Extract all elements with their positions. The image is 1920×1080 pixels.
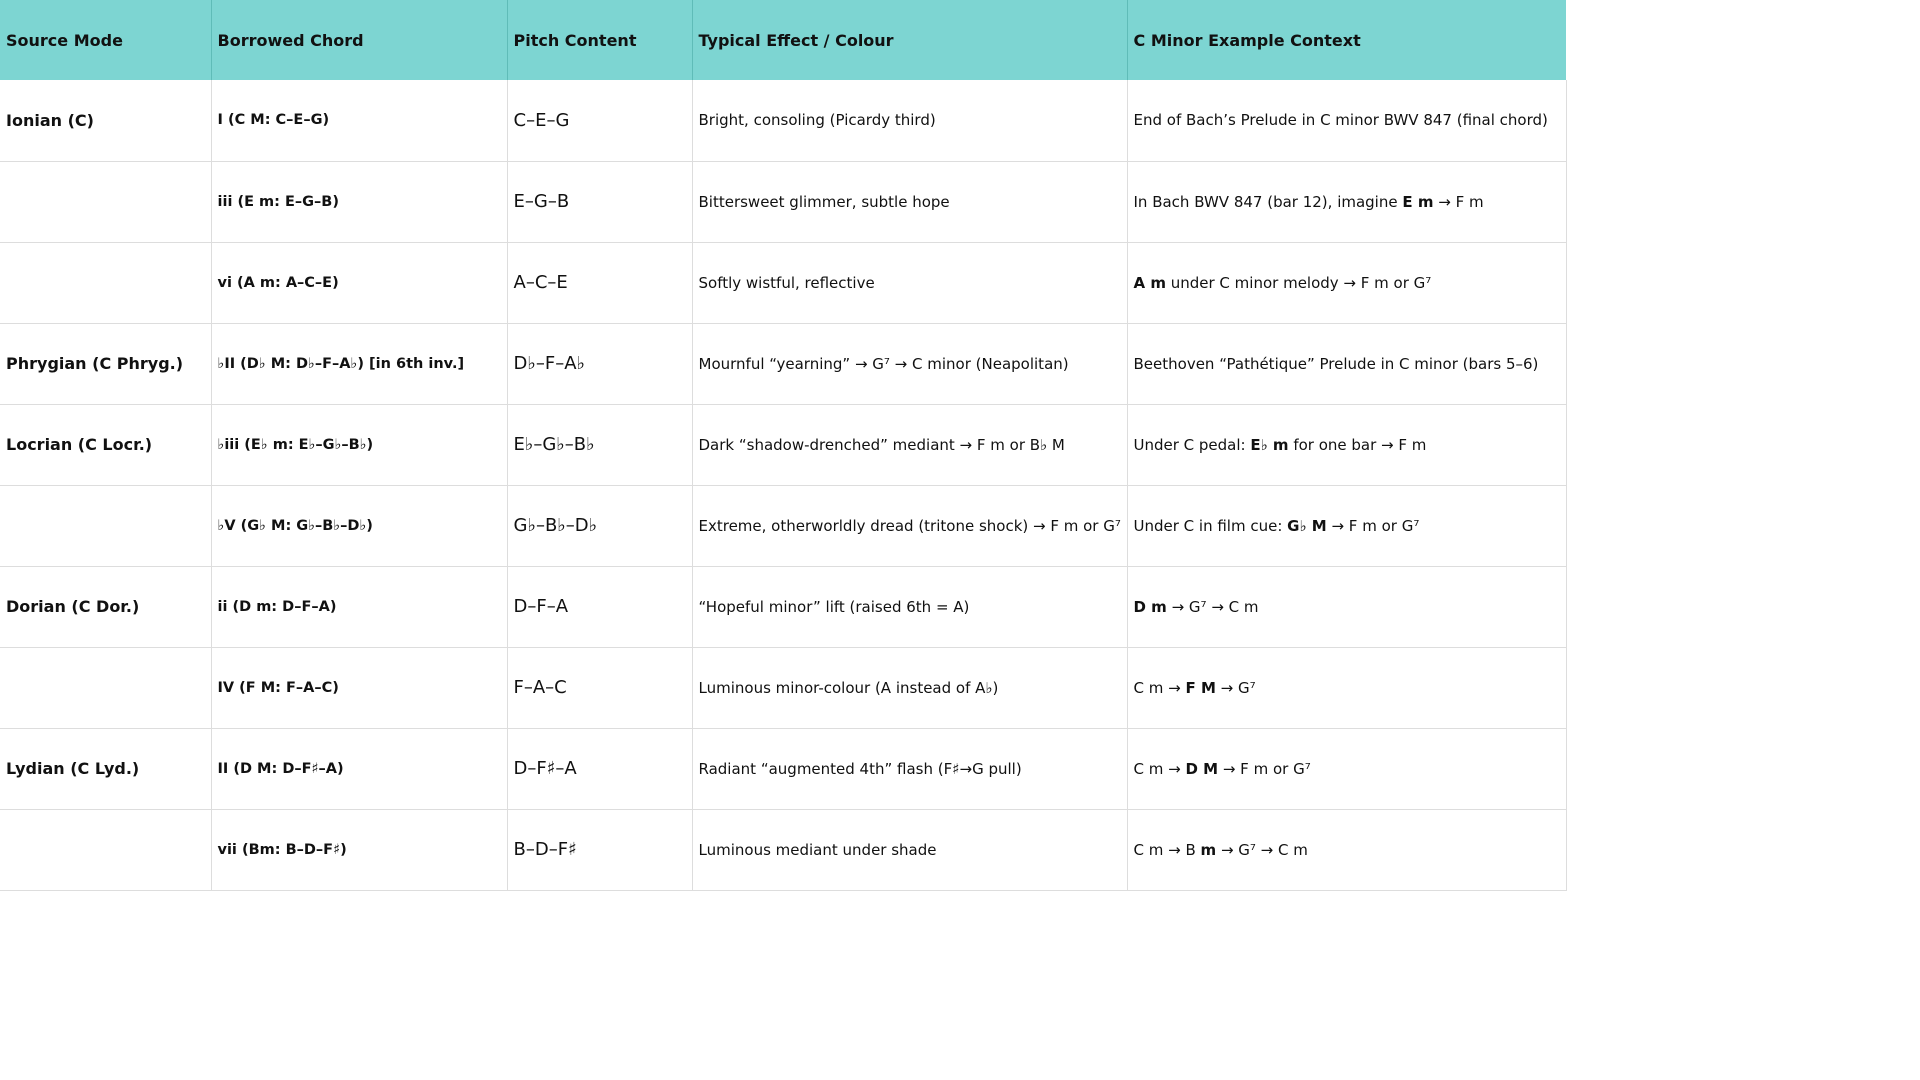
cell-borrowed-chord: ♭iii (E♭ m: E♭–G♭–B♭) (211, 404, 507, 485)
context-text: C m → B (1133, 840, 1201, 859)
table-row (0, 809, 1566, 890)
cell-typical-effect: Bittersweet glimmer, subtle hope (692, 161, 1127, 242)
context-continuation: → G⁷ → C m (1166, 597, 1259, 616)
table-row (0, 404, 1566, 485)
cell-typical-effect: Luminous mediant under shade (692, 809, 1127, 890)
cell-source-mode (0, 242, 211, 323)
context-text: Beethoven “Pathétique” Prelude in C minor (bars 5–6) (1133, 354, 1539, 373)
cell-borrowed-chord: I (C M: C–E–G) (211, 80, 507, 161)
cell-borrowed-chord: vi (A m: A–C–E) (211, 242, 507, 323)
cell-typical-effect: Luminous minor-colour (A instead of A♭) (692, 647, 1127, 728)
context-chord: E m (1402, 192, 1434, 211)
cell-typical-effect: Softly wistful, reflective (692, 242, 1127, 323)
context-text: C m → (1133, 759, 1186, 778)
cell-example-context (1127, 80, 1566, 161)
cell-source-mode: Ionian (C) (0, 80, 211, 161)
cell-borrowed-chord: II (D M: D–F♯–A) (211, 728, 507, 809)
context-text: End of Bach’s Prelude in C minor BWV 847 (final chord) (1133, 111, 1548, 130)
cell-pitch-content: B–D–F♯ (507, 809, 692, 890)
cell-typical-effect: Mournful “yearning” → G⁷ → C minor (Neapolitan) (692, 323, 1127, 404)
context-chord: D m (1133, 597, 1167, 616)
context-text: In Bach BWV 847 (bar 12), imagine (1133, 192, 1403, 211)
context-text: Under C in film cue: (1133, 516, 1288, 535)
cell-example-context (1127, 728, 1566, 809)
context-continuation: under C minor melody → F m or G⁷ (1165, 273, 1432, 292)
cell-example-context (1127, 647, 1566, 728)
cell-example-context (1127, 161, 1566, 242)
context-chord: D M (1185, 759, 1219, 778)
table-row (0, 485, 1566, 566)
table-row (0, 566, 1566, 647)
context-continuation: → F m or G⁷ (1218, 759, 1311, 778)
table-row (0, 728, 1566, 809)
cell-example-context (1127, 485, 1566, 566)
cell-borrowed-chord: vii (Bm: B–D–F♯) (211, 809, 507, 890)
context-continuation: → G⁷ → C m (1216, 840, 1308, 859)
header-row (0, 0, 1566, 80)
cell-pitch-content: E♭–G♭–B♭ (507, 404, 692, 485)
cell-borrowed-chord: iii (E m: E–G–B) (211, 161, 507, 242)
table-row (0, 323, 1566, 404)
cell-pitch-content: A–C–E (507, 242, 692, 323)
table-row (0, 242, 1566, 323)
cell-example-context (1127, 323, 1566, 404)
context-chord: F M (1185, 678, 1216, 697)
cell-pitch-content: F–A–C (507, 647, 692, 728)
cell-example-context (1127, 809, 1566, 890)
context-continuation: → F m or G⁷ (1326, 516, 1420, 535)
context-chord: A m (1133, 273, 1166, 292)
table-header (0, 0, 1566, 80)
cell-example-context (1127, 404, 1566, 485)
context-continuation: → G⁷ (1215, 678, 1256, 697)
context-continuation: for one bar → F m (1288, 435, 1427, 454)
header-borrowed-chord: Borrowed Chord (211, 0, 507, 80)
cell-pitch-content: D–F♯–A (507, 728, 692, 809)
context-continuation: → F m (1433, 192, 1484, 211)
cell-source-mode (0, 809, 211, 890)
cell-borrowed-chord: ii (D m: D–F–A) (211, 566, 507, 647)
cell-borrowed-chord: IV (F M: F–A–C) (211, 647, 507, 728)
cell-source-mode: Locrian (C Locr.) (0, 404, 211, 485)
cell-borrowed-chord: ♭V (G♭ M: G♭–B♭–D♭) (211, 485, 507, 566)
cell-typical-effect: Bright, consoling (Picardy third) (692, 80, 1127, 161)
table-row (0, 80, 1566, 161)
cell-source-mode (0, 161, 211, 242)
cell-pitch-content: G♭–B♭–D♭ (507, 485, 692, 566)
cell-source-mode: Phrygian (C Phryg.) (0, 323, 211, 404)
cell-typical-effect: Extreme, otherworldly dread (tritone shock) → F m or G⁷ (692, 485, 1127, 566)
cell-example-context (1127, 242, 1566, 323)
header-pitch-content: Pitch Content (507, 0, 692, 80)
cell-example-context (1127, 566, 1566, 647)
cell-borrowed-chord: ♭II (D♭ M: D♭–F–A♭) [in 6th inv.] (211, 323, 507, 404)
table-row (0, 647, 1566, 728)
context-chord: G♭ M (1287, 516, 1327, 535)
cell-source-mode: Dorian (C Dor.) (0, 566, 211, 647)
header-typical-effect: Typical Effect / Colour (692, 0, 1127, 80)
cell-typical-effect: “Hopeful minor” lift (raised 6th = A) (692, 566, 1127, 647)
cell-source-mode (0, 647, 211, 728)
table-body (0, 80, 1566, 890)
cell-source-mode (0, 485, 211, 566)
header-example-context: C Minor Example Context (1127, 0, 1566, 80)
cell-pitch-content: D♭–F–A♭ (507, 323, 692, 404)
header-source-mode: Source Mode (0, 0, 211, 80)
context-text: C m → (1133, 678, 1186, 697)
cell-typical-effect: Radiant “augmented 4th” flash (F♯→G pull) (692, 728, 1127, 809)
cell-source-mode: Lydian (C Lyd.) (0, 728, 211, 809)
cell-pitch-content: E–G–B (507, 161, 692, 242)
cell-typical-effect: Dark “shadow-drenched” mediant → F m or B♭ M (692, 404, 1127, 485)
context-chord: m (1200, 840, 1217, 859)
context-chord: E♭ m (1250, 435, 1289, 454)
context-text: Under C pedal: (1133, 435, 1251, 454)
cell-pitch-content: D–F–A (507, 566, 692, 647)
cell-pitch-content: C–E–G (507, 80, 692, 161)
table-row (0, 161, 1566, 242)
